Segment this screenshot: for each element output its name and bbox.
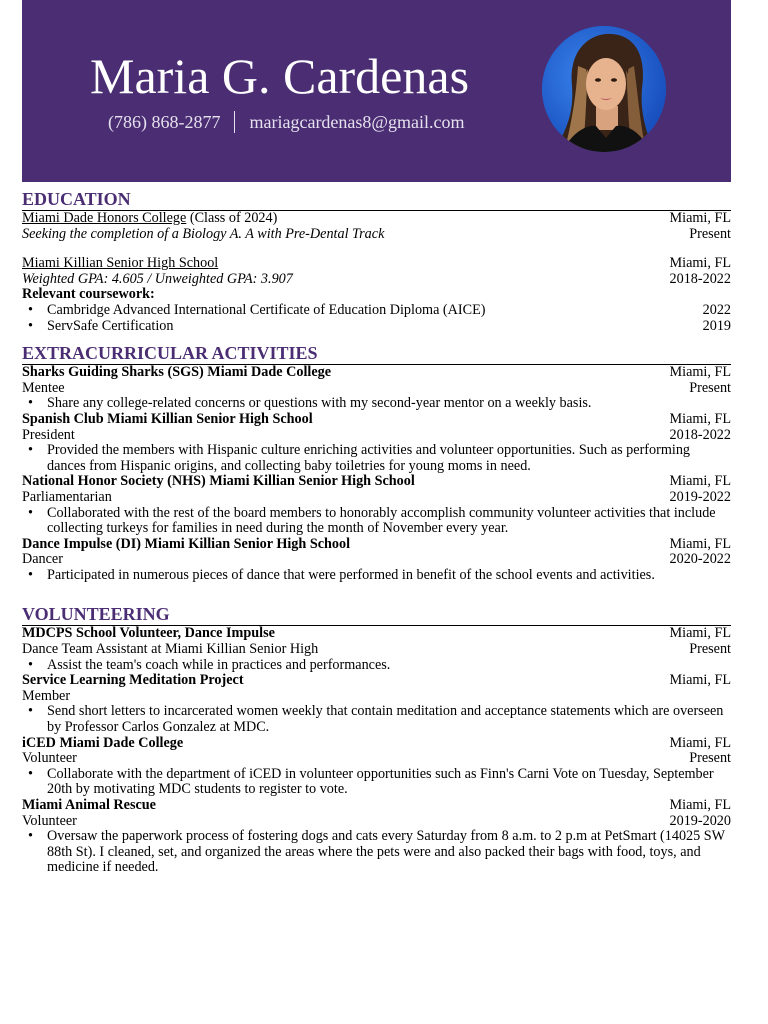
list-item <box>47 303 731 319</box>
organization-name: Spanish Club Miami Killian Senior High School <box>22 410 313 427</box>
education-entry <box>22 211 731 242</box>
school-suffix: (Class of 2024) <box>186 210 278 226</box>
spacer <box>22 583 731 603</box>
date: Present <box>689 225 731 242</box>
role: Dance Team Assistant at Miami Killian Senior High <box>22 641 319 658</box>
location: Miami, FL <box>669 255 731 272</box>
organization-name: Sharks Guiding Sharks (SGS) Miami Dade College <box>22 364 332 381</box>
education-entry <box>22 256 731 334</box>
volunteering-section <box>22 603 731 876</box>
volunteer-entry <box>22 626 731 673</box>
location: Miami, FL <box>669 535 731 552</box>
spacer <box>22 242 731 256</box>
organization-name: Dance Impulse (DI) Miami Killian Senior High School <box>22 535 351 552</box>
list-item: • Assist the team's coach while in practices and performances. <box>47 658 731 674</box>
portrait-illustration <box>542 26 666 152</box>
candidate-name: Maria G. Cardenas <box>90 48 470 104</box>
coursework-list <box>22 303 731 334</box>
location: Miami, FL <box>669 672 731 689</box>
date: 2019-2022 <box>669 488 731 505</box>
coursework-year: 2019 <box>702 317 731 334</box>
organization-name: Service Learning Meditation Project <box>22 672 244 689</box>
role: President <box>22 426 75 443</box>
education-entry-header <box>22 256 731 272</box>
organization-name: National Honor Society (NHS) Miami Killian Senior High School <box>22 473 415 490</box>
list-item: • Collaborate with the department of iCED in volunteer opportunities such as Finn's Carni Vote on Tuesday, September 20th by motivating MDC students to register to vote. <box>47 767 731 798</box>
location: Miami, FL <box>669 210 731 226</box>
coursework-text: • ServSafe Certification <box>47 317 174 334</box>
education-entry-header <box>22 211 731 227</box>
organization-name: iCED Miami Dade College <box>22 734 184 751</box>
activity-entry <box>22 474 731 536</box>
coursework-year: 2022 <box>702 301 731 318</box>
school-line <box>22 211 277 227</box>
contact-separator <box>234 111 235 133</box>
education-detail: Weighted GPA: 4.605 / Unweighted GPA: 3.907 <box>22 270 293 287</box>
education-entry-detail <box>22 227 731 243</box>
role: Parliamentarian <box>22 488 112 505</box>
location: Miami, FL <box>669 797 731 813</box>
activity-entry <box>22 537 731 584</box>
activity-entry <box>22 365 731 412</box>
date: 2018-2022 <box>669 270 731 287</box>
spacer <box>22 334 731 342</box>
activity-entry <box>22 412 731 474</box>
coursework-text: • Cambridge Advanced International Certificate of Education Diploma (AICE) <box>47 301 486 318</box>
list-item: • Participated in numerous pieces of dance that were performed in benefit of the school events and activities. <box>47 568 731 584</box>
role: Mentee <box>22 379 65 396</box>
date: 2020-2022 <box>669 551 731 568</box>
school-name: Miami Dade Honors College <box>22 210 187 226</box>
date: 2019-2020 <box>669 812 731 829</box>
section-title-education: EDUCATION <box>22 188 731 211</box>
list-item: • Oversaw the paperwork process of fostering dogs and cats every Saturday from 8 a.m. to 2 p.m at PetSmart (14025 SW 88th St). I cleaned, set, and organized the areas where the pets were and also packed their bags with food, toys, and medicine if needed. <box>47 829 731 876</box>
extracurricular-section <box>22 342 731 583</box>
section-title-volunteering: VOLUNTEERING <box>22 603 731 626</box>
list-item <box>47 319 731 335</box>
location: Miami, FL <box>669 734 731 751</box>
location: Miami, FL <box>669 410 731 427</box>
date: Present <box>689 379 731 396</box>
education-entry-detail <box>22 272 731 288</box>
volunteer-entry <box>22 673 731 735</box>
role: Volunteer <box>22 750 77 767</box>
date: Present <box>689 750 731 767</box>
date: Present <box>689 641 731 658</box>
date: 2018-2022 <box>669 426 731 443</box>
profile-photo <box>542 26 666 152</box>
education-detail: Seeking the completion of a Biology A. A with Pre-Dental Track <box>22 225 385 242</box>
list-item: • Share any college-related concerns or questions with my second-year mentor on a weekly basis. <box>47 396 731 412</box>
role: Dancer <box>22 551 63 568</box>
coursework-label: Relevant coursework: <box>22 286 155 303</box>
role: Volunteer <box>22 812 77 829</box>
email-address[interactable]: mariagcardenas8@gmail.com <box>249 112 465 132</box>
organization-name: Miami Animal Rescue <box>22 797 156 813</box>
location: Miami, FL <box>669 625 731 642</box>
header-banner <box>22 0 731 182</box>
location: Miami, FL <box>669 473 731 490</box>
resume-body <box>22 188 731 876</box>
volunteer-entry <box>22 798 731 876</box>
list-item: • Send short letters to incarcerated women weekly that contain meditation and acceptance statements which are overseen by Professor Carlos Gonzalez at MDC. <box>47 704 731 735</box>
school-name: Miami Killian Senior High School <box>22 255 219 272</box>
volunteer-entry <box>22 736 731 798</box>
organization-name: MDCPS School Volunteer, Dance Impulse <box>22 625 275 642</box>
location: Miami, FL <box>669 364 731 381</box>
list-item: • Collaborated with the rest of the board members to honorably accomplish community volunteer activities that include collecting turkeys for families in need during the month of November every year. <box>47 506 731 537</box>
education-section <box>22 188 731 334</box>
contact-line <box>108 111 464 135</box>
list-item: • Provided the members with Hispanic culture enriching activities and volunteer opportunities. Such as performing dances from Hispanic origins, and collecting baby toiletries for young moms in need. <box>47 443 731 474</box>
phone-number: (786) 868-2877 <box>108 112 221 132</box>
role: Member <box>22 687 71 704</box>
section-title-extracurricular: EXTRACURRICULAR ACTIVITIES <box>22 342 731 365</box>
